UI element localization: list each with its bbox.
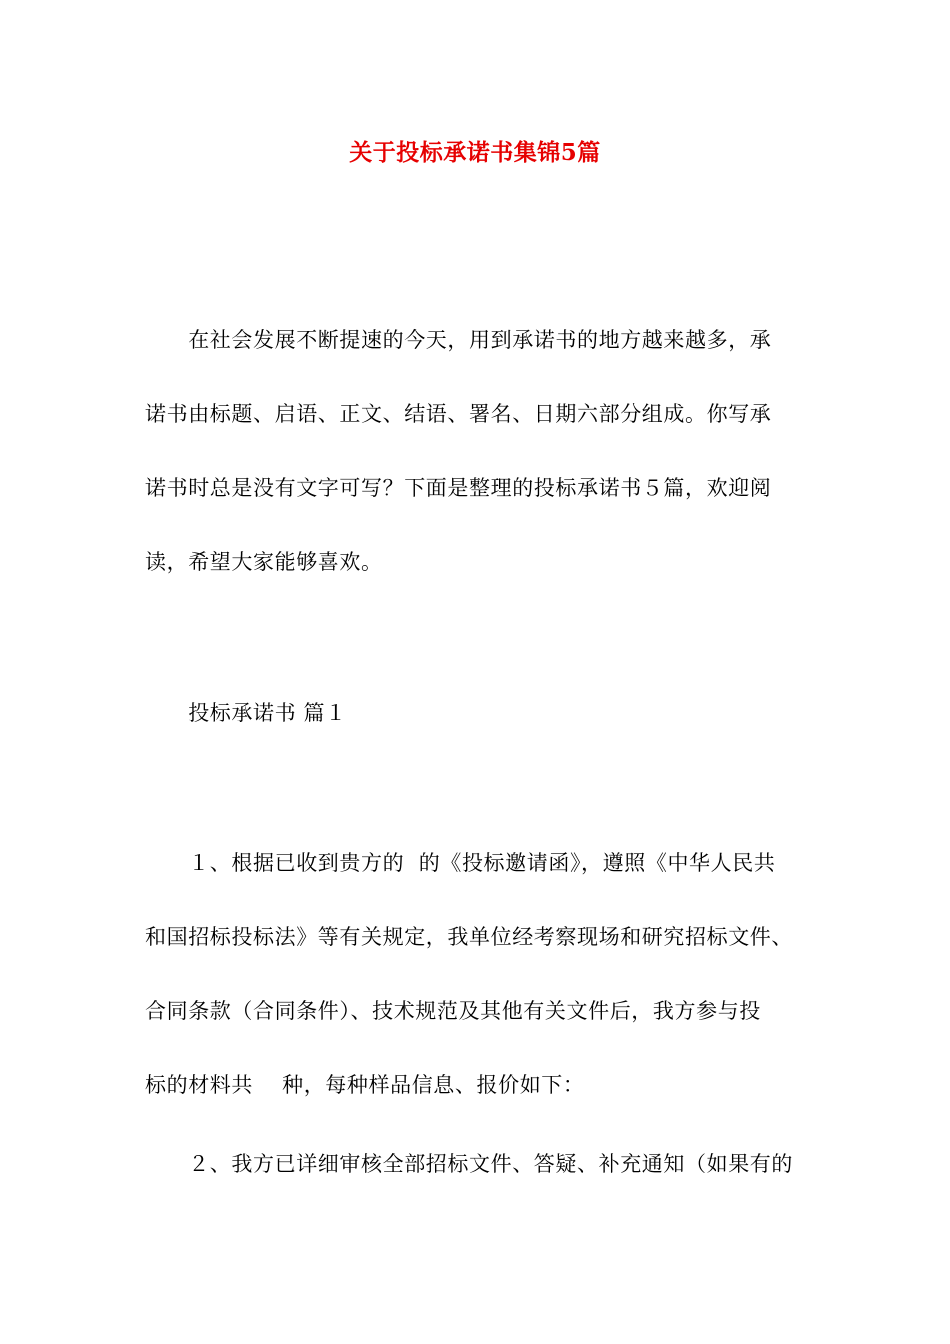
intro-line: 诺书由标题、启语、正文、结语、署名、日期六部分组成。你写承 xyxy=(145,402,772,426)
document-title: 关于投标承诺书集锦5篇 xyxy=(349,139,601,166)
body-line: １、根据已收到贵方的 的《投标邀请函》，遵照《中华人民共 xyxy=(145,851,776,875)
intro-line: 诺书时总是没有文字可写？下面是整理的投标承诺书５篇，欢迎阅 xyxy=(145,476,772,500)
body-line: 和国招标投标法》等有关规定，我单位经考察现场和研究招标文件、 xyxy=(145,925,793,949)
body-line: ２、我方已详细审核全部招标文件、答疑、补充通知（如果有的 xyxy=(145,1152,793,1176)
section-heading: 投标承诺书 篇１ xyxy=(145,701,347,725)
body-line: 标的材料共 种，每种样品信息、报价如下： xyxy=(145,1073,585,1097)
intro-line: 读，希望大家能够喜欢。 xyxy=(145,550,383,574)
body-line: 合同条款（合同条件）、技术规范及其他有关文件后，我方参与投 xyxy=(145,999,761,1023)
intro-line: 在社会发展不断提速的今天，用到承诺书的地方越来越多，承 xyxy=(145,328,772,352)
